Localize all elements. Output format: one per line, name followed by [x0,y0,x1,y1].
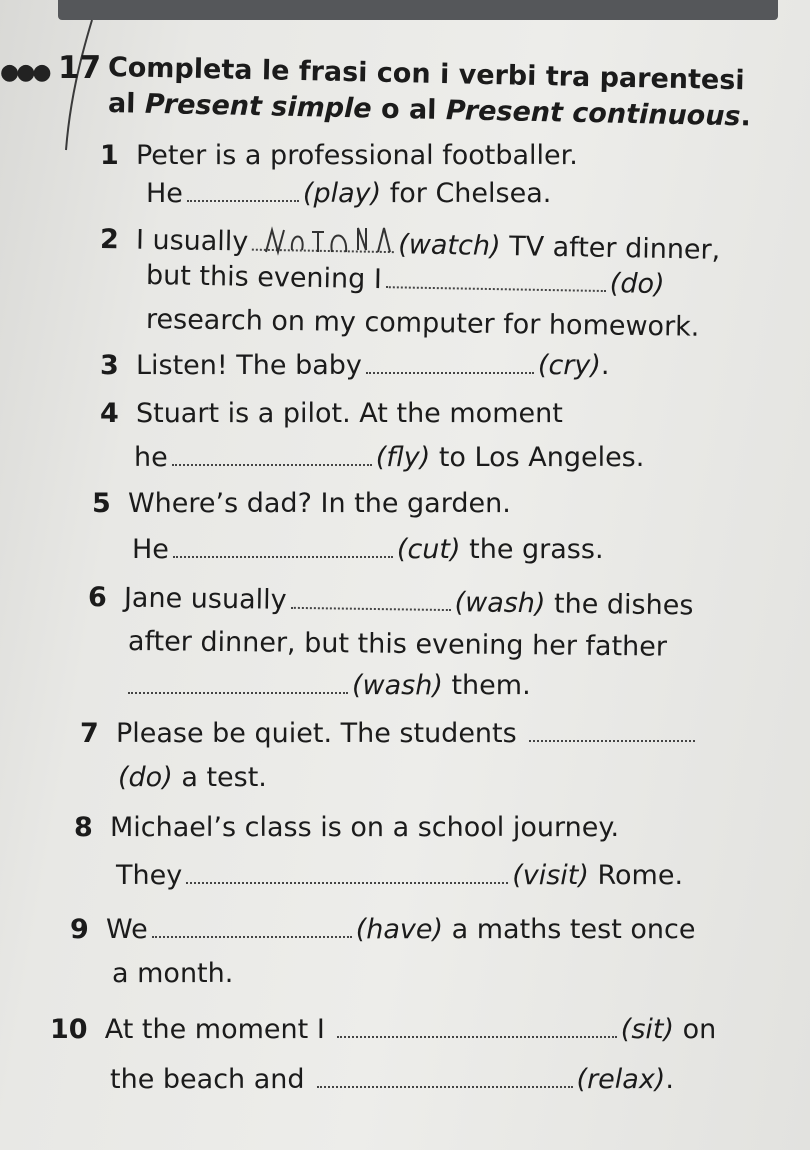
item-6-line-2: after dinner, but this evening her father [127,626,668,663]
difficulty-dots: ●●● [0,60,49,85]
item-5-line-2: He (cut) the grass. [132,534,604,565]
item-7-line-2: (do) a test. [118,762,267,793]
item-2-line-1: 2 I usually (watch) TV after dinner, [99,224,721,266]
item-8-line-2: They (visit) Rome. [116,860,684,891]
answer-blank-9[interactable] [152,916,352,938]
item-2-line-2: but this evening I (do) [145,260,665,301]
item-10-line-2: the beach and (relax). [110,1064,674,1095]
answer-blank-6a[interactable] [290,587,450,611]
item-9-line-2: a month. [112,958,234,989]
answer-blank-2b[interactable] [386,266,606,292]
answer-blank-1[interactable] [187,180,299,202]
item-8-line-1: 8 Michael’s class is on a school journey. [74,812,620,843]
instruction-line-1: Completa le frasi con i verbi tra parentesi [107,52,745,97]
handwritten-scribble [262,222,412,256]
item-10-line-1: 10 At the moment I (sit) on [50,1014,717,1045]
exercise-number: 17 [58,50,102,86]
item-1-line-2: He (play) for Chelsea. [146,178,552,209]
instruction-line-2: al Present simple o al Present continuous. [107,88,752,133]
item-6-line-1: 6 Jane usually (wash) the dishes [87,582,694,622]
answer-blank-5[interactable] [173,536,393,558]
item-9-line-1: 9 We (have) a maths test once [70,914,696,945]
answer-blank-10b[interactable] [317,1066,573,1088]
item-2-line-3: research on my computer for homework. [145,304,700,343]
item-3-line-1: 3 Listen! The baby (cry). [100,350,610,381]
item-4-line-1: 4 Stuart is a pilot. At the moment [100,398,563,429]
item-6-line-3: (wash) them. [128,672,531,699]
answer-blank-7[interactable] [529,720,695,742]
answer-blank-10a[interactable] [337,1016,617,1038]
item-1-line-1: 1 Peter is a professional footballer. [100,140,578,171]
answer-blank-6b[interactable] [128,672,348,694]
item-7-line-1: 7 Please be quiet. The students [80,720,699,747]
answer-blank-3[interactable] [366,352,534,374]
answer-blank-4[interactable] [172,444,372,466]
answer-blank-8[interactable] [186,862,508,884]
item-number: 1 [100,140,119,171]
item-4-line-2: he (fly) to Los Angeles. [134,442,645,473]
page-top-edge [58,0,778,20]
item-5-line-1: 5 Where’s dad? In the garden. [92,488,511,519]
